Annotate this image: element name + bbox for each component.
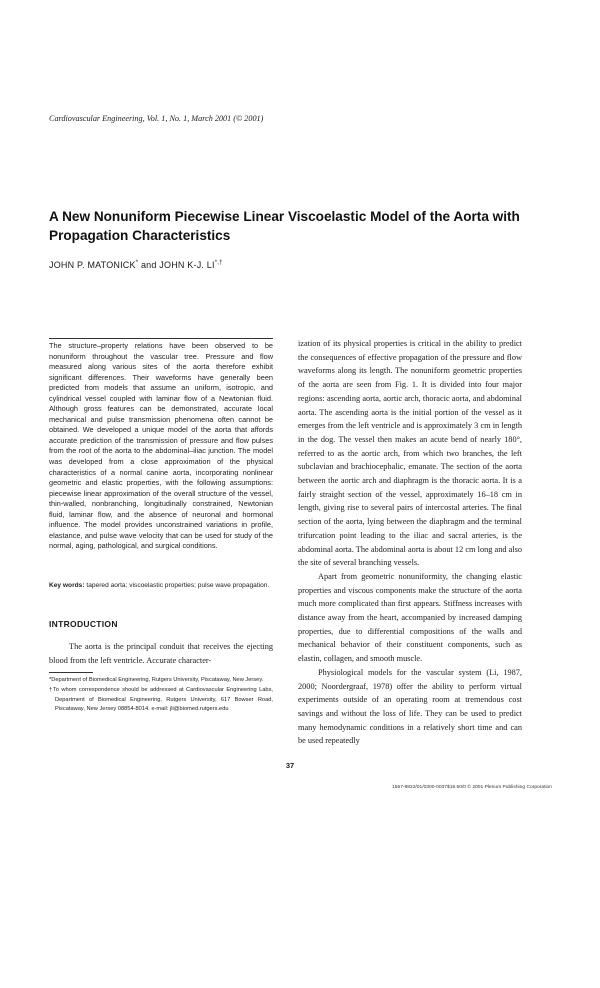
journal-citation: Cardiovascular Engineering, Vol. 1, No. 1, March 2001 (© 2001)	[49, 114, 264, 123]
right-column-body	[298, 337, 522, 748]
author-line	[49, 260, 449, 270]
keywords-list: tapered aorta; viscoelastic properties; pulse wave propagation.	[84, 582, 270, 589]
footnotes	[49, 676, 273, 715]
author-2: JOHN K-J. LI	[159, 260, 215, 270]
author-2-affiliation-mark: *,†	[214, 260, 223, 266]
keywords	[49, 581, 273, 591]
author-1: JOHN P. MATONICK	[49, 260, 136, 270]
page-number: 37	[285, 761, 295, 770]
introduction-paragraph: The aorta is the principal conduit that receives the ejecting blood from the left ventricle. Accurate character-	[49, 642, 273, 665]
body-paragraph: ization of its physical properties is critical in the ability to predict the consequences of effective propagation of the pressure and flow waveforms along its length. The nonuniform geometric properties of the aorta are seen from Fig. 1. It is divided into four major regions: ascending aorta, aortic arch, thoracic aorta, and abdominal aorta. The ascending aorta is the initial portion of the vessel as it emerges from the left ventricle and is approximately 3 cm in length in the dog. The vessel then makes an acute bend of nearly 180°, referred to as the aortic arch, from which two branches, the left subclavian and brachiocephalic, emanate. The section of the aorta between the aortic arch and diaphragm is the thoracic aorta. It is a fairly straight section of the vessel, approximately 16–18 cm in length, giving rise to several pairs of intercostal arteries. The final section of the aorta, lying between the diaphragm and the terminal trifurcation point leading to the iliac and sacral arteries, is the abdominal aorta. The abdominal aorta is about 12 cm long and also the site of several branching vessels.	[298, 339, 522, 568]
introduction-body	[49, 640, 273, 668]
abstract: The structure–property relations have been observed to be nonuniform throughout the vascular tree. Pressure and flow measured along various sites of the aorta therefore exhibit significant differences. Their waveforms have generally been predicted from models that assume an uniform, isotropic, and cylindrical vessel coupled with laminar flow of a Newtonian fluid. Although gross features can be demonstrated, accurate local mechanical and pulse transmission phenomena often cannot be obtained. We developed a unique model of the aorta that affords accurate prediction of the transmission of pressure and flow pulses from the root of the aorta to the abdominal–iliac junction. The model was developed from a close approximation of the physical characteristics of a normal canine aorta, incorporating nonlinear geometric and elastic properties, with the following assumptions: piecewise linear approximation of the overall structure of the vessel, thin-walled, nonbranching, longitudinally constrained, Newtonian fluid, laminar flow, and the absence of neuronal and hormonal influence. The model provides unconstrained variations in profile, elastance, and pulse wave velocity that can be used for study of the normal, aging, pathological, and surgical conditions.	[49, 341, 273, 551]
footnote-rule	[49, 672, 93, 673]
body-paragraph: Physiological models for the vascular system (Li, 1987, 2000; Noordergraaf, 1978) offer the ability to perform virtual experiments outside of an operating room at tremendous cost savings and without the loss of life. They can be used to predict many hemodynamic conditions in a relatively short time and can be used repeatedly	[298, 667, 522, 746]
body-paragraph: Apart from geometric nonuniformity, the changing elastic properties and viscous components make the structure of the aorta much more complicated than first appears. Stiffness increases with distance away from the heart, accompanied by increased damping properties, due to differential compositions of the walls and mechanical behavior of their constituent components, such as elastin, collagen, and smooth muscle.	[298, 571, 522, 664]
footnote-affiliation: *Department of Biomedical Engineering, Rutgers University, Piscataway, New Jersey.	[49, 677, 264, 683]
section-heading-introduction: INTRODUCTION	[49, 619, 118, 629]
article-title: A New Nonuniform Piecewise Linear Viscoelastic Model of the Aorta with Propagation Characteristics	[49, 209, 520, 243]
author-conjunction: and	[138, 260, 160, 270]
keywords-label: Key words:	[49, 582, 85, 589]
copyright-line: 1567-8822/01/0300-0037$19.50/0 © 2001 Plenum Publishing Corporation	[392, 785, 552, 790]
author-1-affiliation-mark: *	[135, 260, 139, 266]
footnote-correspondence: †To whom correspondence should be addressed at Cardiovascular Engineering Labs, Department of Biomedical Engineering, Rutgers University, 617 Bowser Road, Piscataway, New Jersey 08854-8014. e-mail: jli@biomed.rutgers.edu	[49, 687, 273, 712]
abstract-top-rule	[49, 338, 273, 339]
